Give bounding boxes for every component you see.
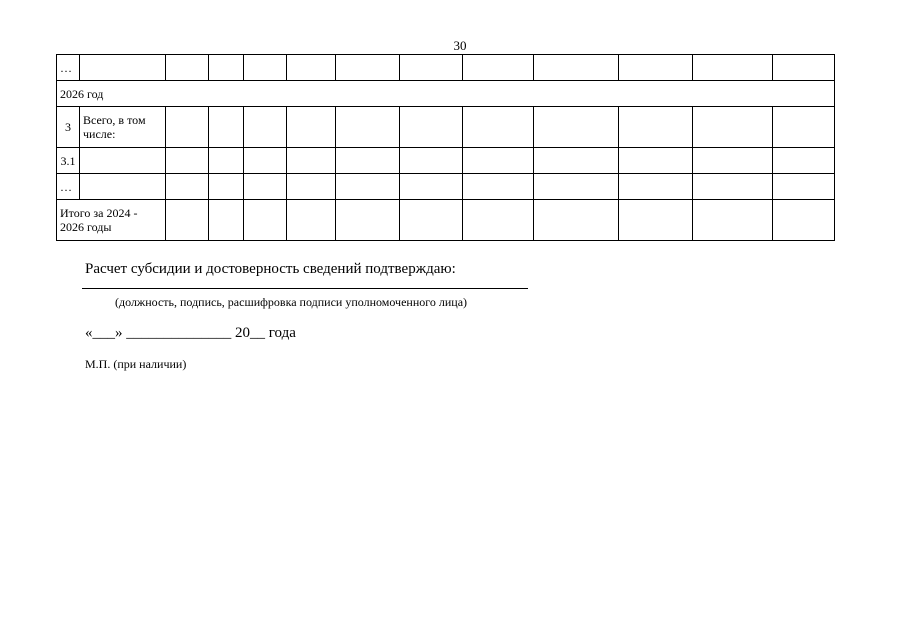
- empty-cell: [244, 148, 287, 174]
- empty-cell: [244, 174, 287, 200]
- empty-cell: [693, 174, 773, 200]
- empty-cell: [463, 55, 534, 81]
- table-row: [57, 174, 835, 200]
- grand-total-label-cell: Итого за 2024 - 2026 годы: [57, 200, 166, 241]
- empty-cell: [336, 148, 400, 174]
- empty-cell: [534, 55, 619, 81]
- empty-cell: [336, 107, 400, 148]
- confirmation-statement: Расчет субсидии и достоверность сведений подтверждаю:: [85, 261, 456, 277]
- empty-cell: [619, 55, 693, 81]
- empty-cell: [773, 107, 835, 148]
- empty-cell: [244, 55, 287, 81]
- empty-cell: [400, 107, 463, 148]
- empty-cell: [693, 200, 773, 241]
- empty-cell: [287, 55, 336, 81]
- row-number-cell: …: [57, 55, 80, 81]
- row-label-cell: [80, 174, 166, 200]
- empty-cell: [619, 200, 693, 241]
- empty-cell: [166, 200, 209, 241]
- empty-cell: [287, 200, 336, 241]
- empty-cell: [287, 174, 336, 200]
- empty-cell: [773, 174, 835, 200]
- empty-cell: [166, 174, 209, 200]
- table-row: [57, 148, 835, 174]
- empty-cell: [209, 174, 244, 200]
- empty-cell: [209, 55, 244, 81]
- empty-cell: [534, 200, 619, 241]
- row-number-cell: …: [57, 174, 80, 200]
- empty-cell: [400, 174, 463, 200]
- empty-cell: [287, 107, 336, 148]
- empty-cell: [463, 148, 534, 174]
- empty-cell: [244, 200, 287, 241]
- subsidy-table: [56, 54, 835, 241]
- row-number-cell: 3: [57, 107, 80, 148]
- page-number: 30: [453, 38, 467, 53]
- empty-cell: [166, 55, 209, 81]
- empty-cell: [244, 107, 287, 148]
- empty-cell: [463, 200, 534, 241]
- empty-cell: [619, 107, 693, 148]
- empty-cell: [287, 148, 336, 174]
- empty-cell: [534, 107, 619, 148]
- empty-cell: [336, 174, 400, 200]
- empty-cell: [773, 55, 835, 81]
- row-number-cell: 3.1: [57, 148, 80, 174]
- row-label-cell: Всего, в том числе:: [80, 107, 166, 148]
- table-row: [57, 81, 835, 107]
- signature-caption: (должность, подпись, расшифровка подписи уполномоченного лица): [115, 295, 468, 309]
- empty-cell: [534, 174, 619, 200]
- signature-line: [82, 288, 528, 289]
- year-heading-cell: 2026 год: [57, 81, 835, 107]
- empty-cell: [534, 148, 619, 174]
- empty-cell: [773, 148, 835, 174]
- empty-cell: [463, 107, 534, 148]
- empty-cell: [619, 174, 693, 200]
- row-label-cell: [80, 148, 166, 174]
- empty-cell: [773, 200, 835, 241]
- empty-cell: [400, 200, 463, 241]
- empty-cell: [693, 55, 773, 81]
- empty-cell: [336, 55, 400, 81]
- empty-cell: [619, 148, 693, 174]
- table-row: [57, 55, 835, 81]
- empty-cell: [336, 200, 400, 241]
- empty-cell: [693, 107, 773, 148]
- empty-cell: [400, 55, 463, 81]
- empty-cell: [209, 107, 244, 148]
- stamp-note: М.П. (при наличии): [85, 357, 187, 371]
- empty-cell: [166, 107, 209, 148]
- row-label-cell: [80, 55, 166, 81]
- empty-cell: [400, 148, 463, 174]
- empty-cell: [209, 200, 244, 241]
- empty-cell: [209, 148, 244, 174]
- date-line: «___» ______________ 20__ года: [85, 325, 296, 341]
- table-row: [57, 200, 835, 241]
- empty-cell: [166, 148, 209, 174]
- table-row: [57, 107, 835, 148]
- empty-cell: [463, 174, 534, 200]
- empty-cell: [693, 148, 773, 174]
